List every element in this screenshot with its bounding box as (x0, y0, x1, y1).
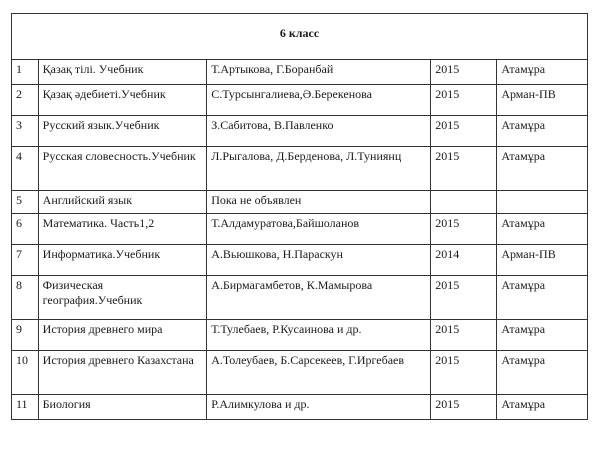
book-author: Т.Алдамуратова,Байшоланов (207, 214, 431, 245)
book-publisher: Арман-ПВ (497, 245, 588, 276)
table-row (12, 60, 588, 85)
book-author: Л.Рыгалова, Д.Берденова, Л.Туниянц (207, 147, 431, 191)
book-year (431, 191, 497, 214)
book-publisher: Атамұра (497, 320, 588, 351)
table-row (12, 116, 588, 147)
row-number: 7 (12, 245, 39, 276)
table-row (12, 85, 588, 116)
book-title: История древнего мира (38, 320, 207, 351)
book-author: Т.Тулебаев, Р.Кусаинова и др. (207, 320, 431, 351)
row-number: 3 (12, 116, 39, 147)
book-title: Қазақ әдебиеті.Учебник (38, 85, 207, 116)
table-row (12, 214, 588, 245)
book-publisher: Атамұра (497, 147, 588, 191)
row-number: 9 (12, 320, 39, 351)
book-author: С.Турсынгалиева,Ә.Берекенова (207, 85, 431, 116)
book-publisher: Атамұра (497, 116, 588, 147)
book-year: 2015 (431, 351, 497, 395)
book-year: 2015 (431, 214, 497, 245)
textbook-table (11, 13, 588, 420)
book-year: 2015 (431, 320, 497, 351)
book-author: Р.Алимкулова и др. (207, 395, 431, 420)
book-title: Математика. Часть1,2 (38, 214, 207, 245)
book-author: А.Вьюшкова, Н.Параскун (207, 245, 431, 276)
book-publisher (497, 191, 588, 214)
table-title-row (12, 14, 588, 60)
table-row (12, 276, 588, 320)
book-publisher: Атамұра (497, 214, 588, 245)
book-publisher: Атамұра (497, 351, 588, 395)
book-author: А.Толеубаев, Б.Сарсекеев, Г.Иргебаев (207, 351, 431, 395)
book-year: 2015 (431, 147, 497, 191)
book-title: Физическая география.Учебник (38, 276, 207, 320)
table-row (12, 147, 588, 191)
row-number: 1 (12, 60, 39, 85)
book-title: Информатика.Учебник (38, 245, 207, 276)
book-title: Английский язык (38, 191, 207, 214)
book-author: З.Сабитова, В.Павленко (207, 116, 431, 147)
book-title: История древнего Казахстана (38, 351, 207, 395)
table-row (12, 245, 588, 276)
table-title: 6 класс (279, 26, 320, 40)
row-number: 4 (12, 147, 39, 191)
book-title: Қазақ тілі. Учебник (38, 60, 207, 85)
row-number: 8 (12, 276, 39, 320)
row-number: 2 (12, 85, 39, 116)
book-year: 2015 (431, 60, 497, 85)
book-year: 2015 (431, 395, 497, 420)
table-title-cell (12, 14, 588, 60)
row-number: 6 (12, 214, 39, 245)
row-number: 5 (12, 191, 39, 214)
table-row (12, 395, 588, 420)
book-publisher: Атамұра (497, 276, 588, 320)
book-author: А.Бирмагамбетов, К.Мамырова (207, 276, 431, 320)
table-row (12, 351, 588, 395)
row-number: 10 (12, 351, 39, 395)
book-year: 2014 (431, 245, 497, 276)
book-author: Пока не объявлен (207, 191, 431, 214)
book-title: Русский язык.Учебник (38, 116, 207, 147)
book-year: 2015 (431, 85, 497, 116)
book-title: Биология (38, 395, 207, 420)
book-year: 2015 (431, 276, 497, 320)
book-publisher: Арман-ПВ (497, 85, 588, 116)
table-row (12, 320, 588, 351)
book-year: 2015 (431, 116, 497, 147)
book-author: Т.Артыкова, Г.Боранбай (207, 60, 431, 85)
row-number: 11 (12, 395, 39, 420)
table-row (12, 191, 588, 214)
book-title: Русская словесность.Учебник (38, 147, 207, 191)
book-publisher: Атамұра (497, 60, 588, 85)
book-publisher: Атамұра (497, 395, 588, 420)
